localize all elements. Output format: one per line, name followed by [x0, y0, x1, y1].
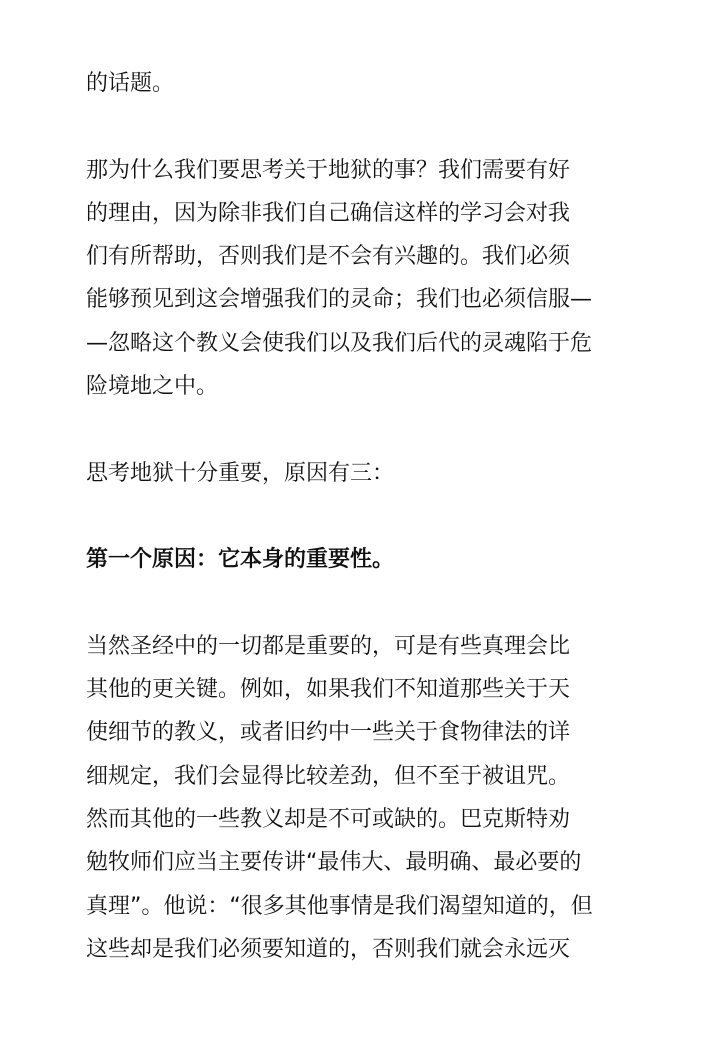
- text-line: 然而其他的一些教义却是不可或缺的。巴克斯特劝: [86, 807, 571, 833]
- text-line: 能够预见到这会增强我们的灵命；我们也必须信服—: [86, 287, 593, 313]
- text-line: 险境地之中。: [86, 374, 219, 400]
- text-line: 们有所帮助，否则我们是不会有兴趣的。我们必须: [86, 244, 571, 270]
- text-line: 这些却是我们必须要知道的，否则我们就会永远灭: [86, 936, 571, 962]
- text-line: 真理”。他说：“很多其他事情是我们渴望知道的，但: [86, 893, 593, 919]
- paragraph-gap: [86, 495, 642, 538]
- text-line: 思考地狱十分重要，原因有三：: [86, 460, 395, 486]
- text-line: 使细节的教义，或者旧约中一些关于食物律法的详: [86, 720, 571, 746]
- text-line: 的理由，因为除非我们自己确信这样的学习会对我: [86, 200, 571, 226]
- paragraph-continuation: [86, 62, 642, 105]
- text-line: 那为什么我们要思考关于地狱的事？我们需要有好: [86, 157, 571, 183]
- text-line: —忽略这个教义会使我们以及我们后代的灵魂陷于危: [86, 330, 593, 356]
- heading-line: 第一个原因：它本身的重要性。: [86, 547, 395, 573]
- text-line: 当然圣经中的一切都是重要的，可是有些真理会比: [86, 633, 571, 659]
- paragraph-gap: [86, 582, 642, 625]
- text-line: 细规定，我们会显得比较差劲，但不至于被诅咒。: [86, 763, 571, 789]
- paragraph-three-reasons: [86, 452, 642, 495]
- paragraph-reason-one-body: [86, 625, 642, 971]
- paragraph-gap: [86, 105, 642, 148]
- document-page: [86, 62, 642, 971]
- text-line: 的话题。: [86, 71, 175, 96]
- text-line: 其他的更关键。例如，如果我们不知道那些关于天: [86, 677, 571, 703]
- section-heading-reason-one: [86, 538, 642, 581]
- text-line: 勉牧师们应当主要传讲“最伟大、最明确、最必要的: [86, 850, 582, 876]
- paragraph-gap: [86, 408, 642, 451]
- paragraph-why-think-about-hell: [86, 149, 642, 409]
